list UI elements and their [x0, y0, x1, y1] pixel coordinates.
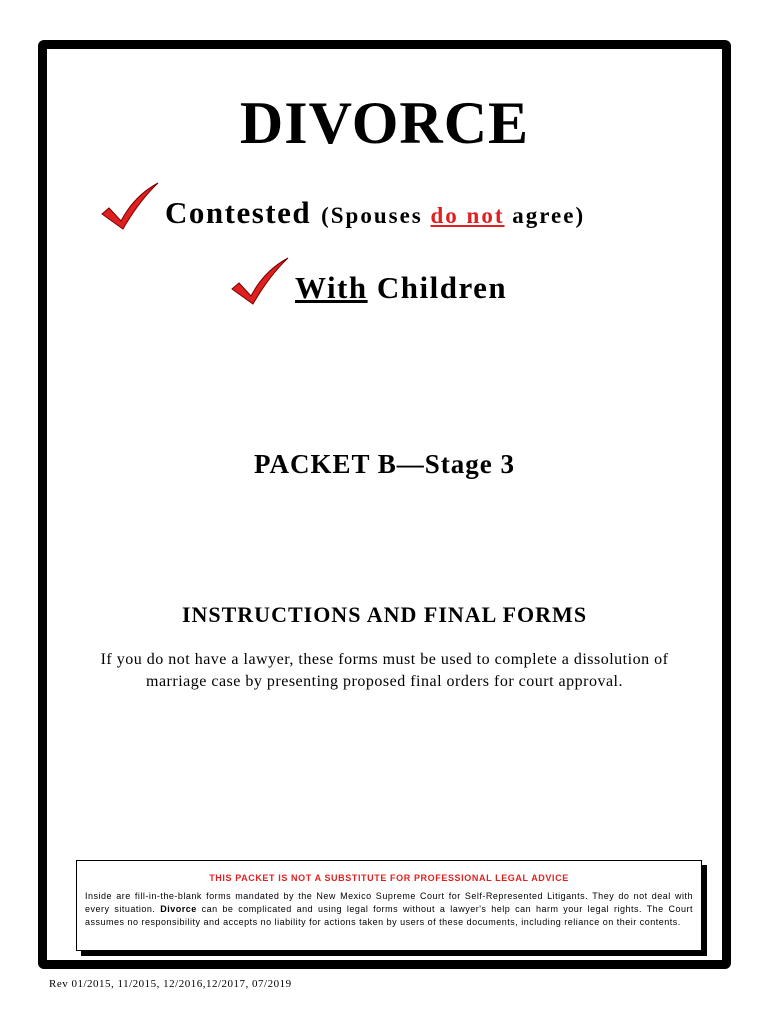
with-children-label — [295, 270, 507, 306]
notice-body-part1: Inside are fill-in-the-blank forms mandated by the New Mexico Supreme Court for Self-Represented Litigants. They do not deal with every situation. — [85, 891, 693, 914]
revision-dates: Rev 01/2015, 11/2015, 12/2016,12/2017, 07/2019 — [49, 978, 292, 990]
red-checkmark-icon — [229, 256, 291, 306]
red-checkmark-icon — [99, 181, 161, 231]
option-contested — [99, 181, 585, 231]
contested-note-open: (Spouses — [321, 203, 423, 228]
with-children-underlined: With — [295, 270, 368, 305]
contested-note-emphasis: do not — [430, 203, 505, 228]
notice-body-part2: can be complicated and using legal forms without a lawyer's help can harm your legal rights. The Court assumes no responsibility and accepts no liability for actions taken by users of these documents, including reliance on their contents. — [85, 904, 694, 927]
contested-label: Contested — [165, 195, 312, 230]
page-border-frame — [38, 40, 731, 969]
contested-note — [321, 203, 585, 231]
legal-advice-notice — [76, 860, 702, 951]
notice-body — [77, 883, 701, 929]
instructions-heading: INSTRUCTIONS AND FINAL FORMS — [181, 602, 588, 627]
contested-note-close: agree) — [512, 203, 586, 228]
packet-heading: PACKET B—Stage 3 — [253, 449, 516, 479]
notice-body-bold: Divorce — [160, 904, 197, 914]
page-title: DIVORCE — [239, 90, 530, 156]
option-with-children — [229, 256, 507, 306]
with-children-rest: Children — [376, 270, 508, 305]
notice-title: THIS PACKET IS NOT A SUBSTITUTE FOR PROFESSIONAL LEGAL ADVICE — [209, 873, 569, 883]
description-text: If you do not have a lawyer, these forms must be used to complete a dissolution of marriage case by presenting proposed final orders for court approval. — [100, 651, 669, 690]
